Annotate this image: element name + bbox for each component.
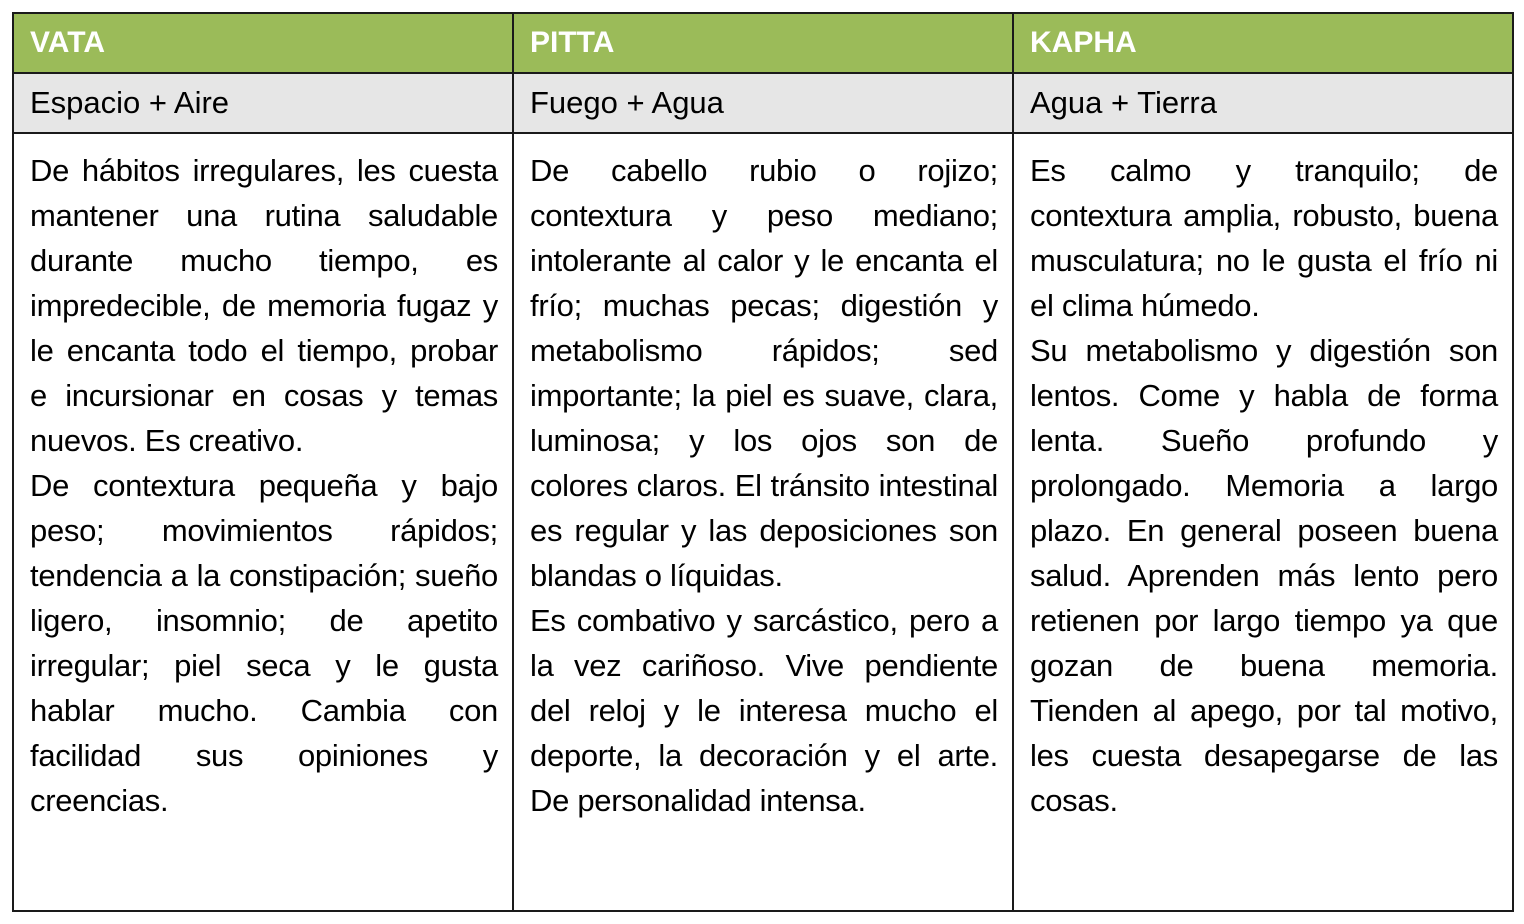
elements-cell-vata: Espacio + Aire [13, 73, 513, 133]
dosha-table [12, 12, 1514, 912]
description-cell-pitta [513, 133, 1013, 911]
description-paragraph: Su metabolismo y digestión son lentos. Come y habla de forma lenta. Sueño profundo y prolongado. Memoria a largo plazo. En general poseen buena salud. Aprenden más lento pero retienen por largo tiempo ya que gozan de buena memoria. Tienden al apego, por tal motivo, les cuesta desapegarse de las cosas. [1030, 333, 1498, 818]
description-paragraph: De contextura pequeña y bajo peso; movimientos rápidos; tendencia a la constipación; sueño ligero, insomnio; de apetito irregular; piel seca y le gusta hablar mucho. Cambia con facilidad sus opiniones y creencias. [30, 468, 498, 818]
header-cell-pitta: PITTA [513, 13, 1013, 73]
elements-row [13, 73, 1513, 133]
description-paragraph: De hábitos irregulares, les cuesta mantener una rutina saludable durante mucho tiempo, es impredecible, de memoria fugaz y le encanta todo el tiempo, probar e incursionar en cosas y temas nuevos. Es creativo. [30, 153, 498, 458]
description-cell-kapha [1013, 133, 1513, 911]
elements-cell-kapha: Agua + Tierra [1013, 73, 1513, 133]
elements-cell-pitta: Fuego + Agua [513, 73, 1013, 133]
description-paragraph: Es calmo y tranquilo; de contextura amplia, robusto, buena musculatura; no le gusta el frío ni el clima húmedo. [1030, 153, 1498, 323]
description-row [13, 133, 1513, 911]
description-paragraph: De cabello rubio o rojizo; contextura y peso mediano; intolerante al calor y le encanta el frío; muchas pecas; digestión y metabolismo rápidos; sed importante; la piel es suave, clara, luminosa; y los ojos son de colores claros. El tránsito intestinal es regular y las deposiciones son blandas o líquidas. [530, 153, 998, 593]
description-paragraph: Es combativo y sarcástico, pero a la vez cariñoso. Vive pendiente del reloj y le interesa mucho el deporte, la decoración y el arte. De personalidad intensa. [530, 603, 998, 818]
header-cell-kapha: KAPHA [1013, 13, 1513, 73]
description-cell-vata [13, 133, 513, 911]
header-row [13, 13, 1513, 73]
header-cell-vata: VATA [13, 13, 513, 73]
